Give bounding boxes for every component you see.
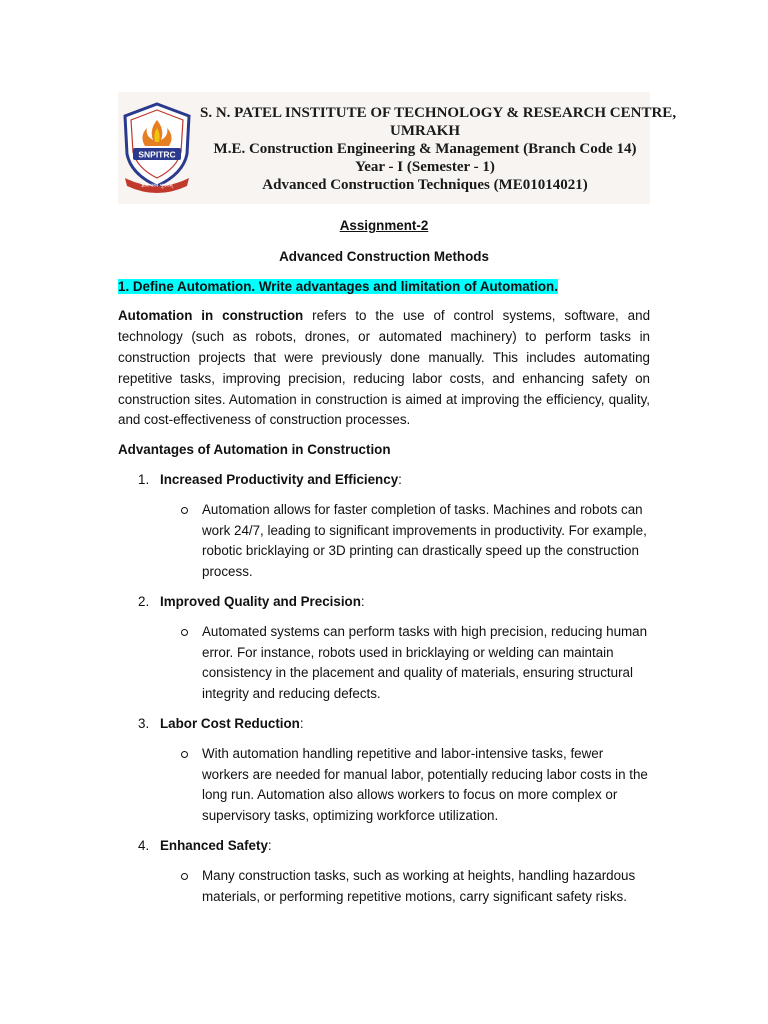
bullet-text: With automation handling repetitive and labor-intensive tasks, fewer workers are needed for manual labor, potentially reducing labor costs in the long run. Automation also allows workers to focus on more complex or supervisory tasks, optimizing workforce utilization. xyxy=(202,745,648,824)
bullet-text: Automated systems can perform tasks with high precision, reducing human error. For instance, robots used in bricklaying or welding can maintain consistency in the placement and quality of materials, ensuring structural integrity and reducing defects. xyxy=(202,623,648,702)
advantage-bullet xyxy=(118,744,650,827)
hollow-bullet-icon xyxy=(181,629,188,636)
institute-name-line1: S. N. PATEL INSTITUTE OF TECHNOLOGY & RESEARCH CENTRE, xyxy=(200,105,677,121)
item-number: 1. xyxy=(138,471,150,487)
item-colon: : xyxy=(360,593,365,609)
institute-header xyxy=(200,104,677,194)
advantage-item xyxy=(118,592,650,613)
logo-text: SNPITRC xyxy=(138,149,176,160)
item-number: 4. xyxy=(138,837,150,853)
advantage-item xyxy=(118,836,650,857)
hollow-bullet-icon xyxy=(181,751,188,758)
item-title: Increased Productivity and Efficiency xyxy=(160,471,399,487)
bullet-text: Many construction tasks, such as working at heights, handling hazardous materials, or performing repetitive motions, carry significant safety risks. xyxy=(202,867,636,904)
item-colon: : xyxy=(267,837,272,853)
course-line: Advanced Construction Techniques (ME01014021) xyxy=(262,177,588,193)
intro-text: refers to the use of control systems, software, and technology (such as robots, drones, or automated machinery) to perform tasks in construction projects that were previously done manually. This includes automating repetitive tasks, improving precision, reducing labor costs, and enhancing safety on construction sites. Automation in construction is aimed at improving the efficiency, quality, and cost-effectiveness of construction processes. xyxy=(118,308,651,428)
item-number: 2. xyxy=(138,593,150,609)
document-subtitle: Advanced Construction Methods xyxy=(279,248,489,264)
advantage-bullet xyxy=(118,866,650,908)
question-text: 1. Define Automation. Write advantages and limitation of Automation. xyxy=(118,278,558,294)
year-line: Year - I (Semester - 1) xyxy=(355,159,495,175)
item-title: Enhanced Safety xyxy=(160,837,268,853)
item-title: Improved Quality and Precision xyxy=(160,593,361,609)
item-title: Labor Cost Reduction xyxy=(160,715,300,731)
advantage-bullet xyxy=(118,500,650,583)
hollow-bullet-icon xyxy=(181,507,188,514)
hollow-bullet-icon xyxy=(181,873,188,880)
institute-name-line2: UMRAKH xyxy=(390,123,460,139)
question-heading xyxy=(118,277,650,298)
advantages-heading: Advantages of Automation in Construction xyxy=(118,442,391,458)
assignment-title: Assignment-2 xyxy=(339,218,429,233)
intro-paragraph xyxy=(118,306,650,431)
program-line: M.E. Construction Engineering & Management (Branch Code 14) xyxy=(213,141,637,157)
item-colon: : xyxy=(299,715,304,731)
advantage-item xyxy=(118,470,650,491)
item-colon: : xyxy=(398,471,402,487)
advantage-item xyxy=(118,714,650,735)
document-body xyxy=(118,216,650,916)
advantage-bullet xyxy=(118,622,650,705)
item-number: 3. xyxy=(138,715,150,731)
intro-term: Automation in construction xyxy=(118,308,304,324)
logo-motto: ज्ञानं परमं भूषणम् xyxy=(141,183,173,189)
bullet-text: Automation allows for faster completion of tasks. Machines and robots can work 24/7, leading to significant improvements in productivity. For example, robotic bricklaying or 3D printing can drastically speed up the construction process. xyxy=(202,501,647,580)
institute-logo xyxy=(119,100,195,196)
